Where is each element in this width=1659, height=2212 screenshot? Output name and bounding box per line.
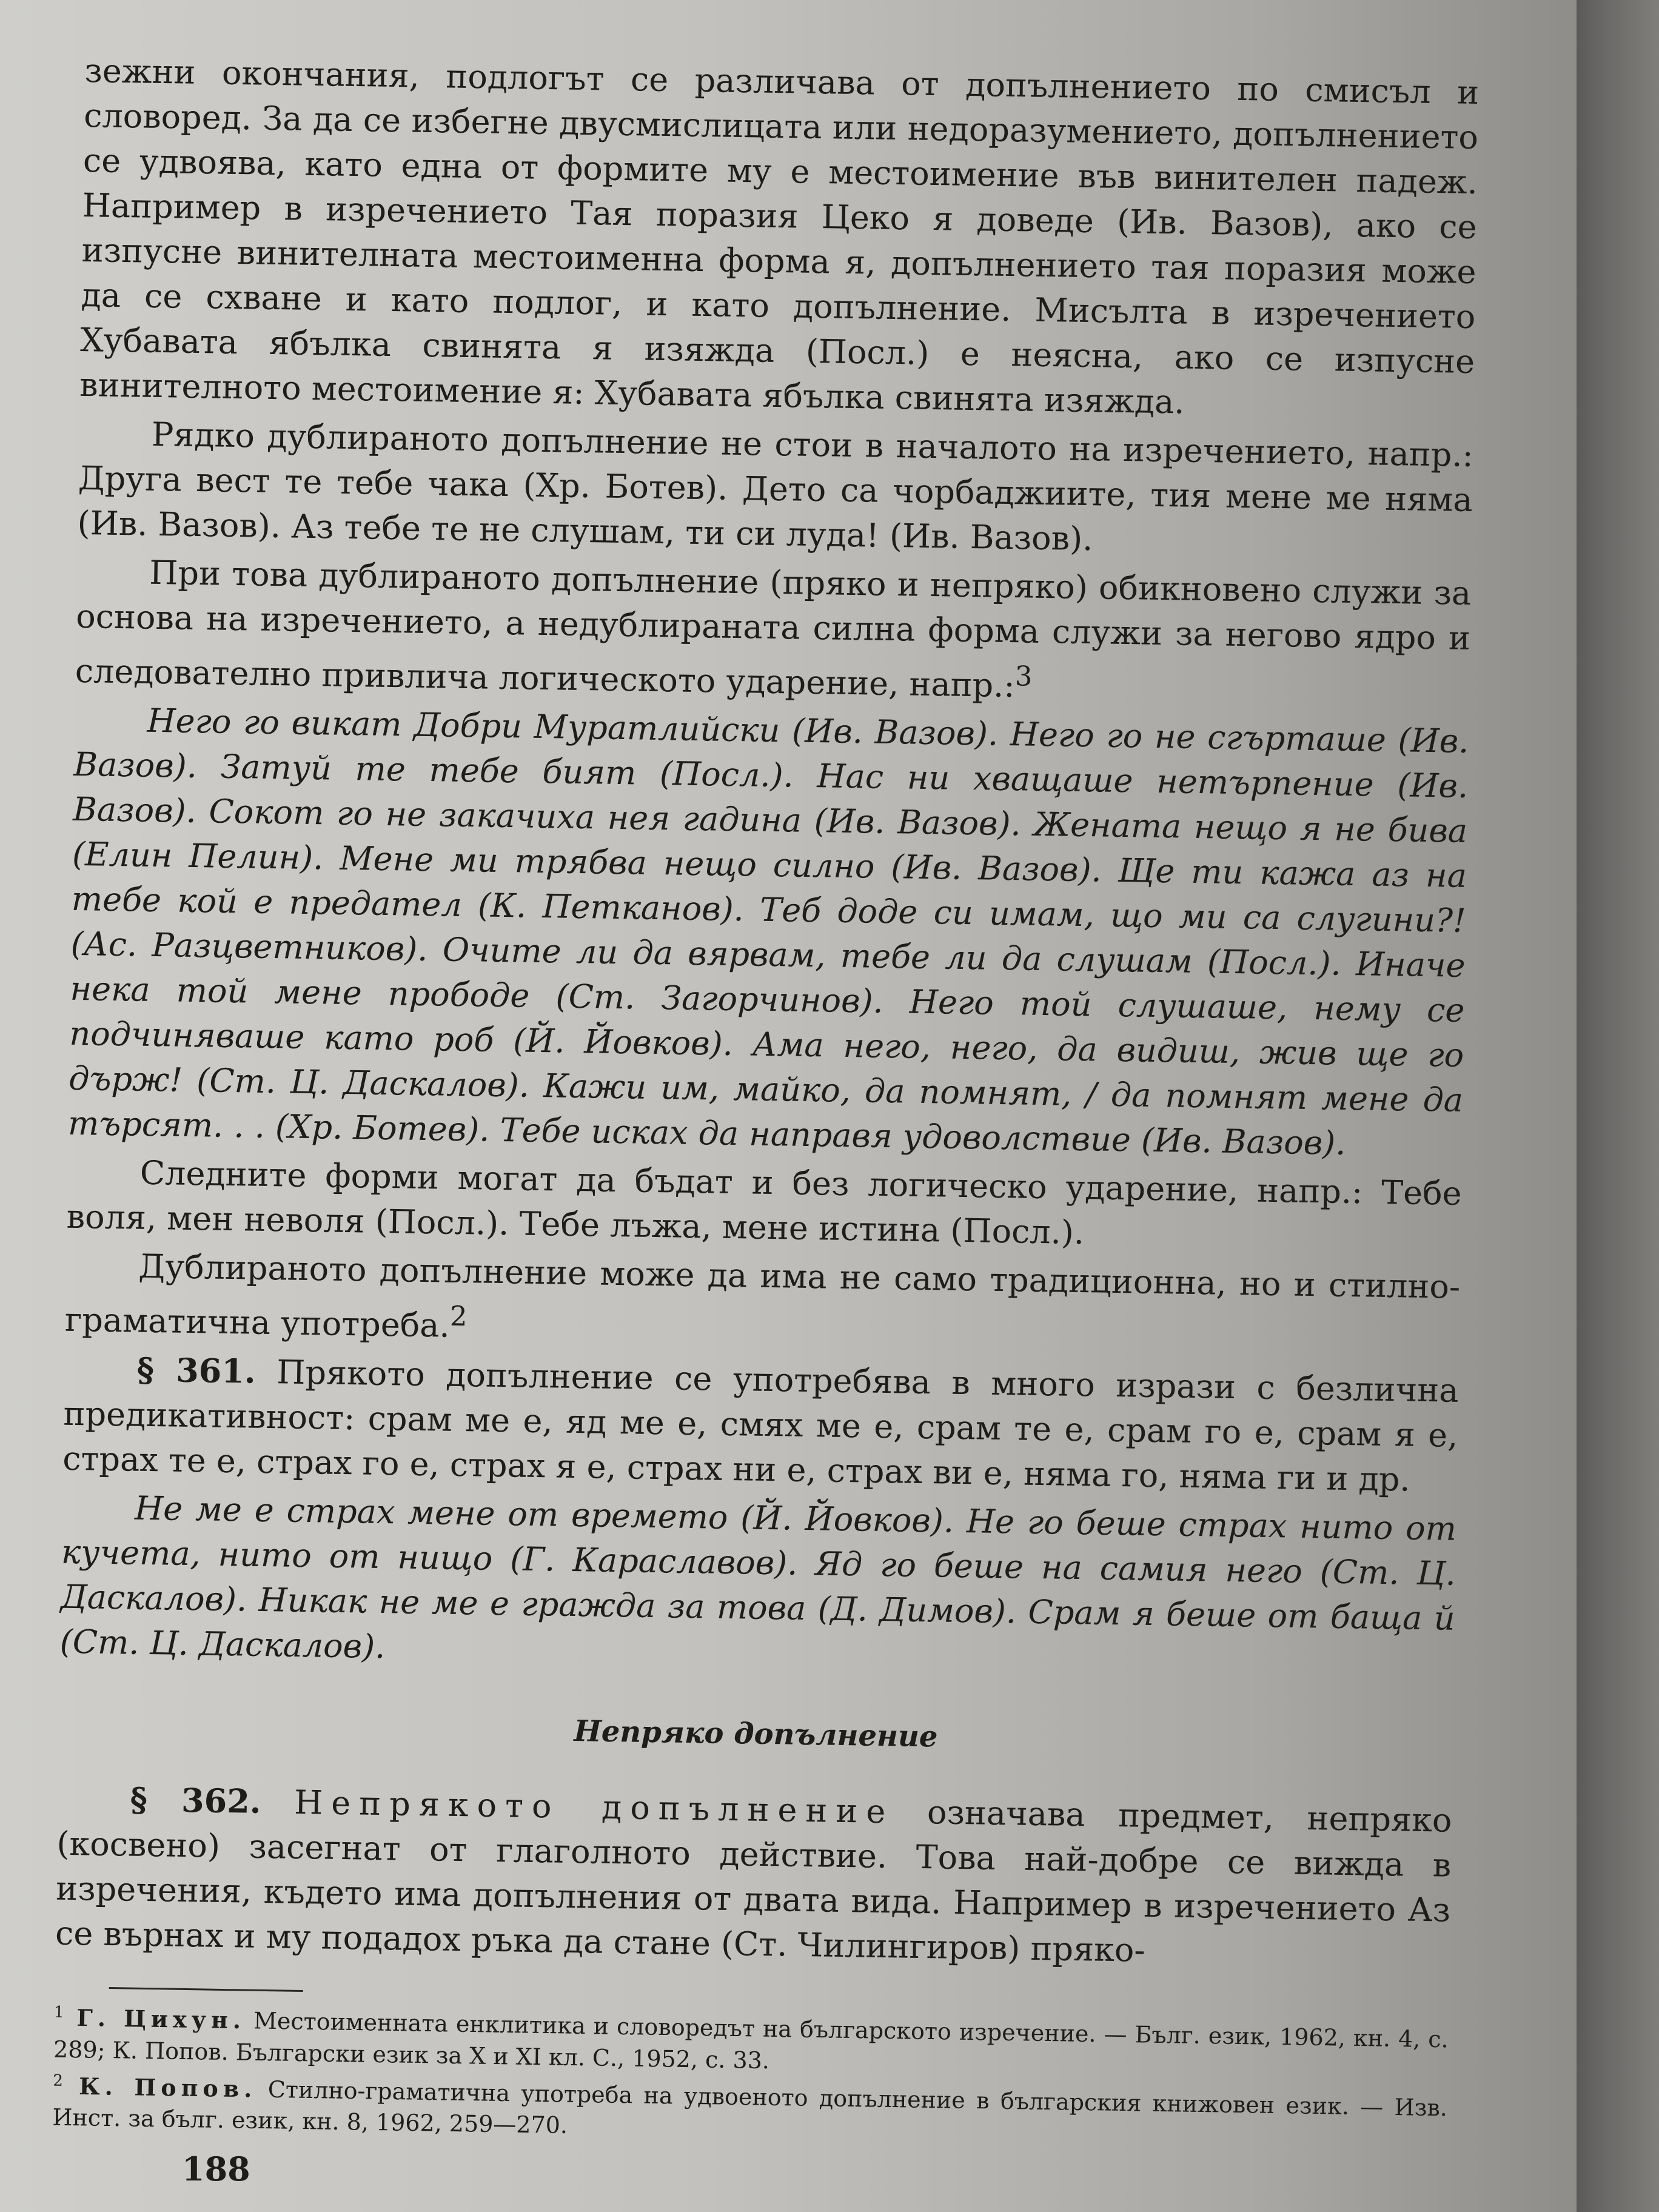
section-361-number: § 361. [136, 1350, 256, 1391]
section-362 [55, 1776, 1452, 1978]
continuation-paragraph: зежни окончания, подлогът се различава от допълнението по смисъл и словоред. За да се избегне двусмислицата или недоразумението, допълнението се удвоява, като една от формите му е местоимение във винителен падеж. Например в изречението Тая поразия Цеко я доведе (Ив. Вазов), ако се изпусне винителната местоименна форма я, допълнението тая поразия може да се схване и като подлог, и като допълнение. Мисълта в изречението Хубавата ябълка свинята я изяжда (Посл.) е неясна, ако се изпусне винителното местоимение я: Хубавата ябълка свинята изяжда. [79, 51, 1480, 421]
paragraph-basis [75, 549, 1471, 716]
footnote-2-number: 2 [53, 2071, 64, 2090]
subheading-indirect-object: Непряко допълнение [574, 1714, 938, 1754]
page-number: 188 [182, 2150, 250, 2188]
footnote-1-author: Г. Цихун. [76, 2003, 246, 2034]
footnote-ref-2: 2 [449, 1299, 468, 1333]
footnote-2-text: Стилно-граматична употреба на удвоеното допълнение в българския книжовен език. — Изв. Инст. за бълг. език, кн. 8, 1962, 259—270. [52, 2076, 1448, 2139]
section-361 [62, 1346, 1459, 1503]
footnote-2-author: К. Попов. [78, 2072, 257, 2103]
section-362-text: означава предмет, непряко (косвено) засегнат от глаголното действие. Това най-добре се вижда в изречения, където има допълнения от двата вида. Например в изречението Аз се върнах и му подадох ръка да стане (Ст. Чилингиров) пряко- [55, 1793, 1452, 1969]
paragraph-stylistic [64, 1243, 1460, 1364]
examples-block-2: Не ме е страх мене от времето (Й. Йовков). Не го беше страх нито от кучета, нито от нищо (Г. Караславов). Яд го беше на самия него (Ст. Ц. Даскалов). Никак не ме е гражда за това (Д. Димов). Срам я беше от баща й (Ст. Ц. Даскалов). [59, 1489, 1457, 1666]
footnote-1-number: 1 [53, 2003, 64, 2022]
paragraph-logical-stress: Следните форми могат да бъдат и без логическо ударение, напр.: Тебе воля, мен неволя (Посл.). Тебе лъжа, мене истина (Посл.). [66, 1153, 1463, 1252]
footnote-1-text: Местоименната енклитика и словоредът на българското изречение. — Бълг. език, 1962, кн. 4, с. 289; К. Попов. Български език за X и XI кл. С., 1952, с. 33. [53, 2007, 1449, 2074]
paragraph-basis-text: При това дублираното допълнение (пряко и непряко) обикновено служи за основа на изречението, а недублираната силна форма служи за негово ядро и следователно привлича логическото ударение, напр.: [75, 553, 1472, 705]
page-content [52, 49, 1480, 2155]
footnote-ref-3: 3 [1014, 660, 1033, 692]
paragraph-stylistic-text: Дублираното допълнение може да има не само традиционна, но и стилно-граматична употреба. [64, 1247, 1461, 1345]
section-361-text: Прякото допълнение се употребява в много изрази с безлична предикативност: срам ме е, яд ме е, смях ме е, срам те е, срам го е, срам я е, страх те е, страх го е, страх я е, страх ни е, страх ви е, няма го, няма ги и др. [62, 1353, 1460, 1499]
section-362-term: Непрякото допълнение [293, 1783, 894, 1831]
footnote-divider [109, 1987, 303, 1992]
examples-block-1: Него го викат Добри Муратлийски (Ив. Вазов). Него го не сгърташе (Ив. Вазов). Затуй те тебе бият (Посл.). Нас ни хващаше нетърпение (Ив. Вазов). Сокот го не закачиха нея гадина (Ив. Вазов). Жената нещо я не бива (Елин Пелин). Мене ми трябва нещо силно (Ив. Вазов). Ще ти кажа аз на тебе кой е предател (К. Петканов). Теб доде си имам, що ми са слугини?! (Ас. Разцветников). Очите ли да вярвам, тебе ли да слушам (Посл.). Иначе нека той мене прободе (Ст. Загорчинов). Него той слушаше, нему се подчиняваше като роб (Й. Йовков). Ама него, него, да видиш, жив ще го държ! (Ст. Ц. Даскалов). Кажи им, майко, да помнят, / да помнят мене да търсят. . . (Хр. Ботев). Тебе исках да направя удоволствие (Ив. Вазов). [67, 701, 1469, 1162]
page-edge-shadow [1577, 0, 1659, 2212]
section-362-number: § 362. [130, 1780, 262, 1821]
paragraph-rarely-dubbed: Рядко дублираното допълнение не стои в началото на изречението, напр.: Друга вест те тебе чака (Хр. Ботев). Дето са чорбаджиите, тия мене ме няма (Ив. Вазов). Аз тебе те не слушам, ти си луда! (Ив. Вазов). [77, 415, 1474, 558]
